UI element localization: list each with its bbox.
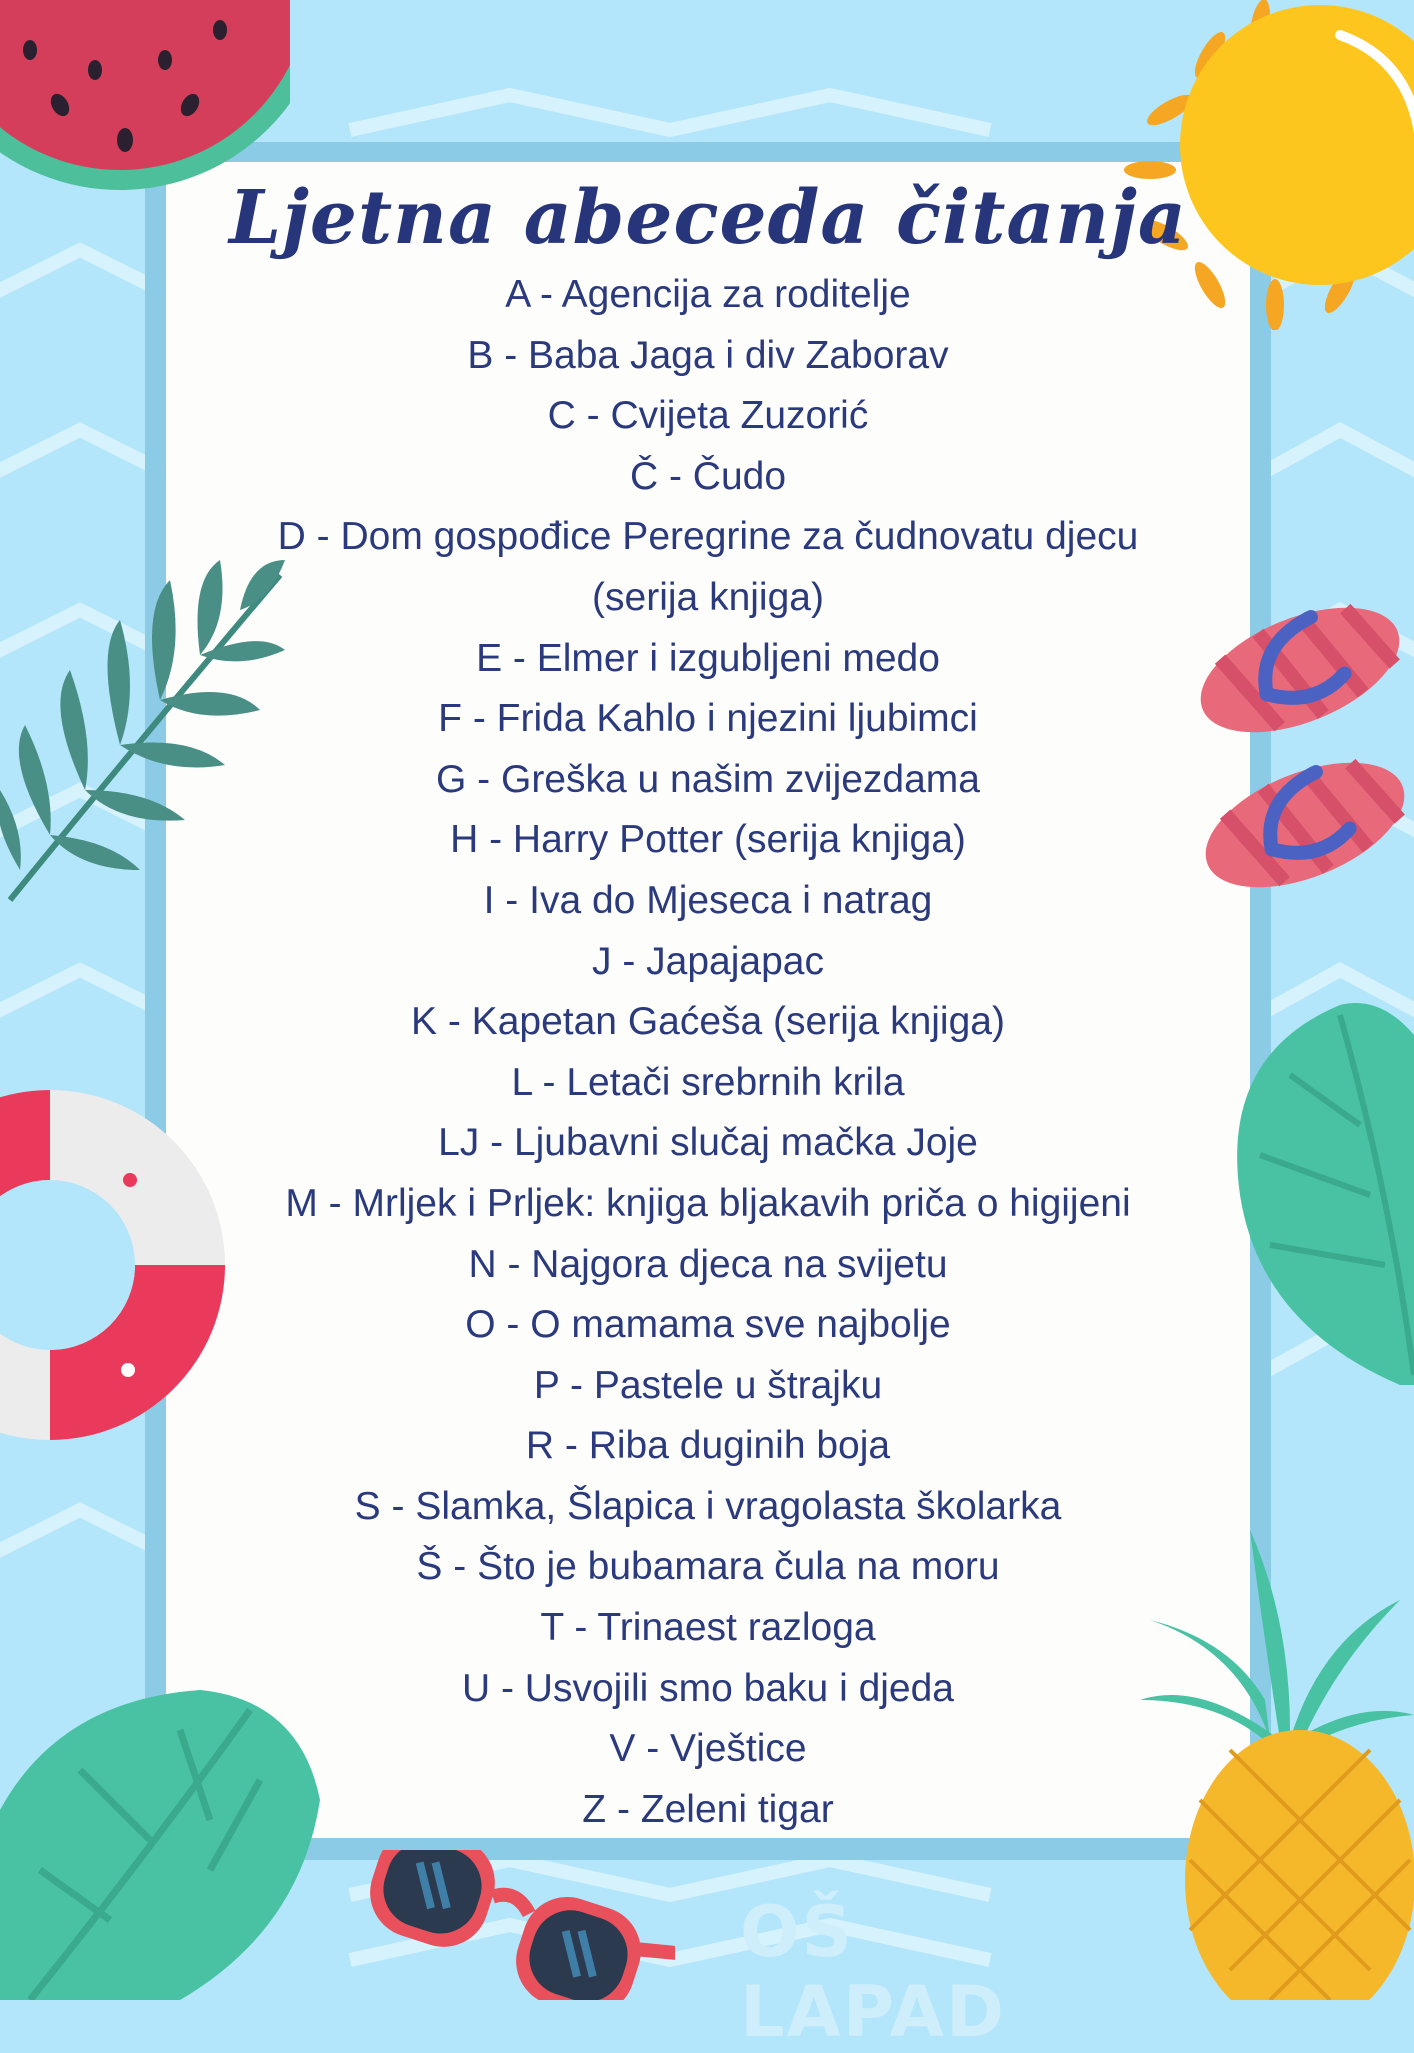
- book-list-item: Š - Što je bubamara čula na moru: [416, 1545, 1000, 1589]
- book-list-item: Z - Zeleni tigar: [582, 1787, 834, 1831]
- book-list-item: F - Frida Kahlo i njezini ljubimci: [438, 697, 978, 741]
- book-list-item: G - Greška u našim zvijezdama: [435, 757, 980, 801]
- book-list-item: L - Letači srebrnih krila: [511, 1060, 905, 1104]
- book-list-item: I - Iva do Mjeseca i natrag: [483, 878, 933, 922]
- book-list-item: S - Slamka, Šlapica i vragolasta školarka: [354, 1484, 1062, 1528]
- book-list-item: C - Cvijeta Zuzorić: [547, 394, 869, 438]
- book-list-item: U - Usvojili smo baku i djeda: [461, 1666, 954, 1710]
- book-list-item: K - Kapetan Gaćeša (serija knjiga): [411, 1000, 1005, 1044]
- sunglasses-icon: [355, 1850, 675, 2000]
- book-list-item: Č - Čudo: [629, 454, 787, 498]
- book-list-item: (serija knjiga): [592, 575, 824, 619]
- book-list-item: H - Harry Potter (serija knjiga): [450, 818, 966, 862]
- book-list-item: A - Agencija za roditelje: [505, 273, 911, 316]
- book-list-item: T - Trinaest razloga: [540, 1606, 876, 1650]
- book-list-item: V - Vještice: [609, 1727, 807, 1771]
- book-list-item: E - Elmer i izgubljeni medo: [476, 636, 940, 680]
- monstera-leaf-icon: [1230, 995, 1414, 1395]
- book-list-item: LJ - Ljubavni slučaj mačka Joje: [438, 1121, 978, 1165]
- book-list-item: M - Mrljek i Prljek: knjiga bljakavih priča o higijeni: [285, 1181, 1131, 1225]
- book-list-item: P - Pastele u štrajku: [533, 1363, 883, 1407]
- book-list-item: D - Dom gospođice Peregrine za čudnovatu djecu: [277, 515, 1139, 559]
- book-list: [166, 265, 1250, 1840]
- book-list-item: J - Japajapac: [592, 939, 824, 983]
- book-list-item: R - Riba duginih boja: [525, 1424, 891, 1468]
- book-list-item: B - Baba Jaga i div Zaborav: [467, 333, 949, 377]
- book-list-item: N - Najgora djeca na svijetu: [468, 1242, 948, 1286]
- book-list-item: O - O mamama sve najbolje: [465, 1303, 951, 1347]
- page-title: Ljetna abeceda čitanja: [229, 175, 1187, 261]
- school-watermark: OŠ LAPAD: [740, 1891, 1006, 2053]
